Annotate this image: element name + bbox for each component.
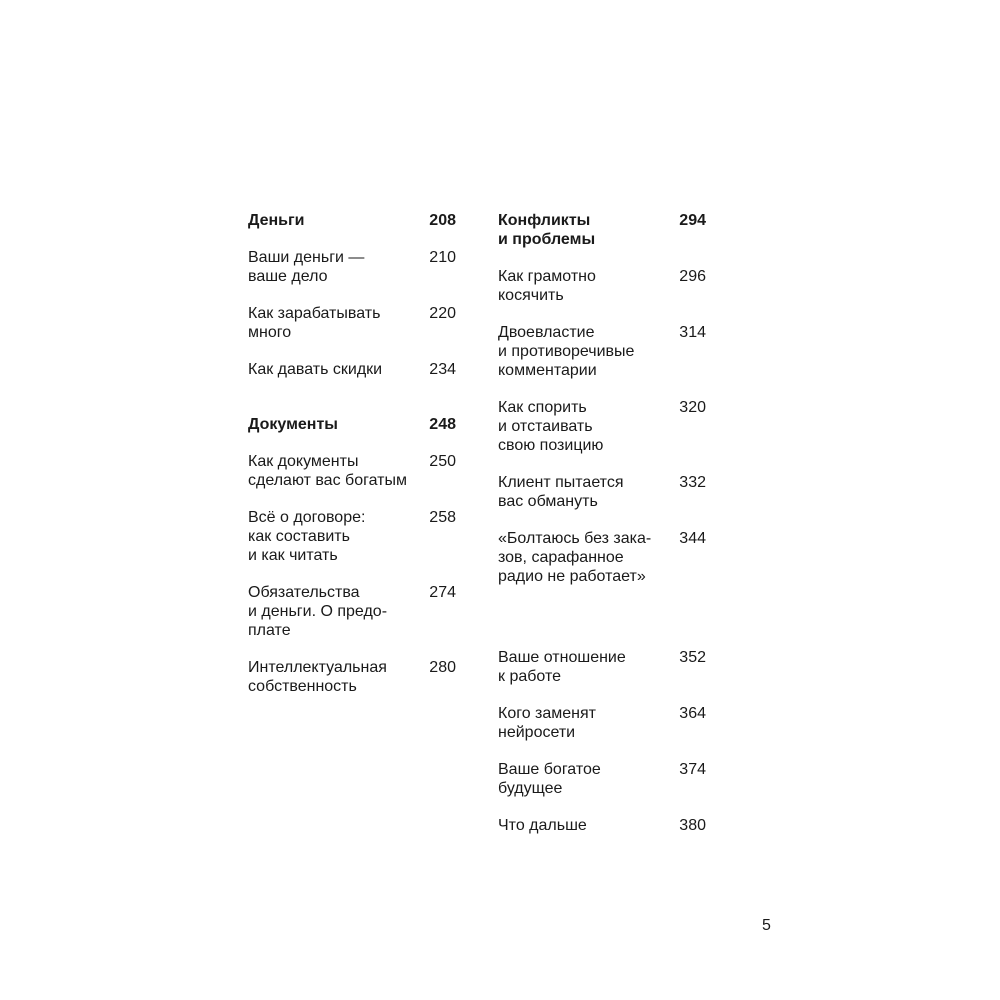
toc-entry-page: 210	[429, 249, 456, 266]
toc-entry-title: Как спорить и отстаивать свою позицию	[498, 399, 604, 454]
toc-entry	[498, 398, 708, 455]
toc-entry	[248, 360, 458, 379]
toc-entry-page: 274	[429, 584, 456, 601]
toc-entry	[498, 760, 708, 798]
toc-right-column	[498, 211, 708, 853]
toc-entry	[498, 473, 708, 511]
toc-left-column	[248, 211, 458, 714]
toc-section-heading	[248, 415, 458, 434]
toc-entry-page: 280	[429, 659, 456, 676]
toc-heading-title: Конфликты и проблемы	[498, 212, 596, 248]
toc-entry	[248, 248, 458, 286]
toc-section-heading	[248, 211, 458, 230]
toc-entry	[248, 304, 458, 342]
toc-entry-title: Ваши деньги — ваше дело	[248, 249, 365, 285]
toc-entry-page: 320	[679, 399, 706, 416]
toc-entry-title: Обязательства и деньги. О предо- плате	[248, 584, 388, 639]
toc-entry	[498, 816, 708, 835]
toc-entry-page: 296	[679, 268, 706, 285]
toc-entry-page: 380	[679, 817, 706, 834]
toc-entry-title: Ваше богатое будущее	[498, 761, 601, 797]
section-spacer	[248, 397, 458, 415]
toc-heading-page: 294	[679, 212, 706, 229]
toc-heading-page: 248	[429, 416, 456, 433]
toc-entry-title: Клиент пытается вас обмануть	[498, 474, 624, 510]
toc-entry	[498, 267, 708, 305]
toc-entry-page: 344	[679, 530, 706, 547]
toc-entry-page: 258	[429, 509, 456, 526]
toc-entry-page: 234	[429, 361, 456, 378]
toc-heading-title: Документы	[248, 416, 338, 433]
toc-entry	[498, 648, 708, 686]
toc-entry	[248, 452, 458, 490]
toc-entry-title: Как давать скидки	[248, 361, 383, 378]
toc-heading-page: 208	[429, 212, 456, 229]
toc-entry-page: 352	[679, 649, 706, 666]
toc-entry-page: 364	[679, 705, 706, 722]
page-number: 5	[762, 917, 771, 934]
toc-entry-page: 220	[429, 305, 456, 322]
toc-entry-title: Как грамотно косячить	[498, 268, 596, 304]
toc-entry-page: 374	[679, 761, 706, 778]
toc-entry-title: Ваше отношение к работе	[498, 649, 626, 685]
section-spacer	[498, 604, 708, 648]
toc-entry	[248, 583, 458, 640]
toc-entry	[498, 704, 708, 742]
toc-entry-title: Что дальше	[498, 817, 587, 834]
toc-entry	[248, 508, 458, 565]
toc-entry-title: Как документы сделают вас богатым	[248, 453, 407, 489]
toc-section-heading	[498, 211, 708, 249]
toc-entry	[498, 529, 708, 586]
toc-entry-page: 332	[679, 474, 706, 491]
toc-entry-title: Кого заменят нейросети	[498, 705, 597, 741]
toc-entry-title: «Болтаюсь без зака- зов, сарафанное радио не работает»	[498, 530, 652, 585]
toc-entry-title: Как зарабатывать много	[248, 305, 381, 341]
toc-entry	[498, 323, 708, 380]
toc-entry	[248, 658, 458, 696]
toc-entry-title: Двоевластие и противоречивые комментарии	[498, 324, 635, 379]
toc-entry-title: Всё о договоре: как составить и как читать	[248, 509, 366, 564]
toc-heading-title: Деньги	[248, 212, 305, 229]
toc-entry-title: Интеллектуальная собственность	[248, 659, 387, 695]
toc-entry-page: 314	[679, 324, 706, 341]
toc-entry-page: 250	[429, 453, 456, 470]
